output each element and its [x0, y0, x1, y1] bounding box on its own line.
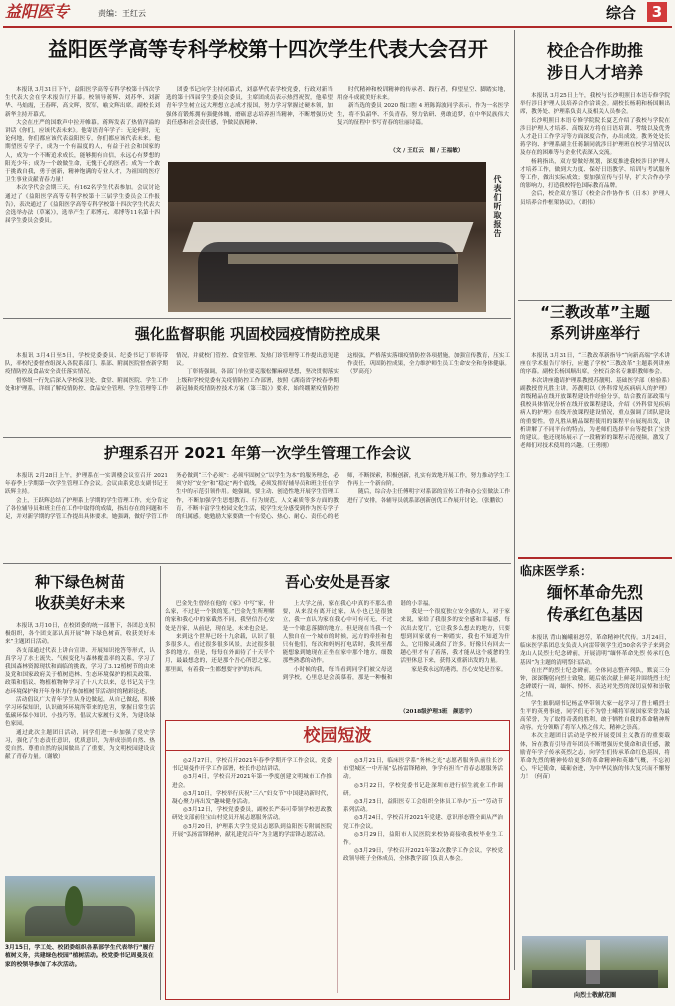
art6-title: 校园短波: [303, 726, 372, 746]
art6-item: ◎3月22日，学校党委书记赴深圳市进行招生就业工作调研。: [343, 782, 503, 797]
art5-body: [165, 600, 510, 705]
art5-credit: （2018级护理3班 颜思宇）: [400, 709, 476, 715]
art5-title: 吾心安处是吾家: [284, 573, 390, 591]
art5-para: 巴金先生曾经在他的《家》中写“家，什么家，不过是一个狭的笼。”巴金先生所理解的家和我心中的家截然不同，我坚信吾心安处是吾家，从前是，现在是，未来也会是。: [165, 601, 275, 632]
side2-body: [520, 352, 670, 552]
divider: [514, 30, 515, 970]
divider: [3, 437, 511, 438]
side3-para: 本报讯 背山巍峨祖怒劳，革命精神代代传。3月24日，临床医学系团总支负责人向雷带领学生近50余名学子来到会龙山人民烈士纪念碑前，开展清明“缅怀革命先烈 传承红色基因”为主题的清明祭扫活动。: [520, 635, 670, 666]
art5-para: 上大学之前，家在我心中真的不那么重要，从来没有离开过家，从小也已是很独立，我一直认为家在我心中可有可无，不过是一个歇息落脚的地方。但是现在当我一个人独自在一个城市的时候，远方的牵挂和也只有他们，每次和妈妈打电话时，我其至都能想象到她现在正坐在家中那个地方，细数那些熟悉的动作。: [282, 601, 393, 665]
art5-para: 家是我永远的港湾，吾心安处是吾家。: [411, 666, 507, 673]
art4-para: 活动倡议广大青年学生从身边做起，从自己做起，积极学习环保知识，认识破坏环境所带来的危害，掌握日常生活低碳环保小知识、小技巧等。倡议大家履行义务，为建设绿色家园。: [5, 696, 155, 728]
side1-body: [520, 92, 670, 297]
art6-box: [165, 720, 510, 1000]
art6-right: [343, 757, 503, 995]
side2-para: 本次讲座邀请护理系教授苏靓明、基础医学部（检验系）副教授曾凡胜主讲。苏靓明以《外科常见疾病病人的护理》省级精品在线开放课程建设作经验分享，结合教育部政策与我校具体情况分析在线开放课程建设，介绍《外科常见疾病病人的护理》在线开放课程建设情况，重点强调了团队建设的重要性。曾凡胜从精品课程使用的课程平台展现出发，讲析讲解了不同平台的特点，为老师们选择平台等提供了宝贵的建议。他还现场展示了一段精彩的课程示范视频，激发了老师们对技术使用的兴趣。（王勇刚）: [520, 377, 670, 450]
art4-para: 通过此次主题团日活动，同学们进一步加强了党史学习，强化了生态责任意识，优质意识，为形成崇尚自然、热爱自然、尊重自然的氛围做出了了重要，为文明校园建设贡献了青春力量。（谢敏）: [5, 729, 155, 761]
art1-para: 本次学代会会期三天，有162名学生代表参加。会议讨论通过了《益阳医学高等专科学校第十三届学生委员会工作报告》，表决通过了《益阳医学高等专科学校第十四次学生代表大会选举办法（草案）》，选举产生了邓博元、邓博等11名第十四届学生委员会委员。: [5, 185, 160, 225]
art5-para: 我是一个很度独立安全感的人，对于家来说，家给了我很多的安全感和幸福感，每次出去宽厅，它让我多么想去的地方，只要想到回家就有一种踏实，我也不知道为什么，它用像灵魂似了许多。好像只有回去一趟心里才有了着落，我才能从这个疲惫的生活里休息下来，获得又重新出发的力量。: [400, 609, 510, 665]
side3-body: [520, 634, 670, 932]
art6-title-bar: [166, 721, 509, 751]
art6-item: ◎3月20日，护理系大学生党员志愿队到益阳医专附属医院开展“弘扬雷锋精神，献礼建党百年”为主题的学雷锋志愿活动。: [172, 823, 332, 838]
side3-kicker: 临床医学系：: [520, 564, 593, 578]
divider: [518, 300, 672, 301]
editor-credit: [98, 8, 146, 19]
art1-col1: [5, 86, 160, 316]
side2-para: 本报讯 3月31日，“三教改革新指导”“向新高端”学术讲座在学术报告厅举行，应邀了学校“三教改革”主题系列讲座的序幕。副校长杨国顺出席，全校百余名专兼职教师参会。: [520, 353, 670, 376]
art4-para: 本报讯 3月10日，在校团委的统一部署下，各团总支积极组织，各个团支部认真开展“种下绿色树苗，收获美好未来”主题团日活动。: [5, 623, 155, 646]
art3-body: [5, 472, 510, 560]
art2-body: [5, 352, 510, 432]
art2-para: 督察组一行先后深入学校保卫处、食堂、附属医院、学生工作处和护理系，详细了解疫情防控、食品安全管理、学生管理等工作情况，并就校门管控、食堂管理、发热门诊管理等工作提出意见建议。: [5, 353, 339, 392]
divider: [3, 563, 511, 564]
art6-item: ◎3月29日，益阳市人民医院来校协商接收我校毕业生工作。: [343, 831, 503, 847]
side2-title: [520, 302, 670, 344]
art2-title: 强化监督职能 巩固校园疫情防控成果: [134, 325, 381, 343]
art6-item: ◎3月12日，学校党委委员，副校长严奏可带领学校思政教研处支部前往宝山村党员开展志愿服务活动。: [172, 807, 332, 822]
art6-item: ◎3月23日，益阳医专工会组织全体员工举办“五一”劳动节系列活动。: [343, 799, 503, 814]
editor-label: 责编：: [98, 9, 122, 18]
section-label: 综合: [606, 4, 637, 22]
side1-para: 长沙明照日本语专修学院院长夏艺介绍了我校与学院在涉日护理人才培养、高级双方将在日语培训、考级以及优秀人才赴日工作学习等方面深度合作，办出成效。教务处处长蒋学钧、护理系副主任蒋颖同就涉日护理班在校学习情况以及存在的困难等与企业代表深入交流。: [520, 117, 670, 157]
side2-title-line2: 系列讲座举行: [549, 324, 640, 342]
side1-title-line2: 涉日人才培养: [546, 63, 643, 82]
art4-body: [5, 622, 155, 872]
side3-para: 本次主题团日活动是学校开展爱国主义教育的重要载体，旨在教育引导青年团员不断增强历史使命和责任感，激励青年学子传承英烈之志，向学生们传承革命红色基因，将革命先烈的精神传给更多的革命精神和英雄气概，不忘初心，牢记使命，砥砺奋进，为中华民族的伟大复兴而不懈努力！（何苗）: [520, 733, 670, 781]
art6-item: ◎3月29日，学校召开2021年第2次教学工作会议，学校党政领导班子全体成员，全体教学部门负责人参会。: [343, 848, 503, 863]
art5-para: 小时候的我，每当看到同学们被父母送到学校，心里总是会羡慕着，那是一种极和谐的小幸福。: [282, 601, 434, 681]
art1-para: 时代精神和校训精神的传承者、践行者，仰望星空、脚踏实地，用奋斗成就美好未来。: [337, 87, 509, 102]
art1-credit: （文 / 王红云 图 / 王福敏）: [390, 148, 464, 154]
divider: [160, 566, 161, 1000]
side1-para: 本报讯 3月25日上午，我校与长沙明照日本语专修学院举行涉日护理人员培养合作洽谈会。副校长杨莉和杨国顺出席，教务处、护理系负责人及相关人员参会。: [520, 93, 670, 116]
divider: [518, 557, 672, 559]
art3-para: 随后，综合办主任傅明宇对系部的宣传工作和办公室做法工作进行了安排，各辅导员就系部创新创优工作展开讨论。（张鹏钦）: [347, 489, 510, 504]
art6-item: ◎3月21日，临床医学系“务林之光”志愿者服务队前往长沙市望城区一中开展“弘扬雷锋精神，争学有担当”青春志愿服务活动。: [343, 758, 503, 781]
art2-para: 本报讯 3月4日至5日，学校党委委员、纪委书记丁彰祷带队，率校纪委督查组深入各院系部门、系部、附属医院督查新学期疫情防控及食品安全责任落实情况。: [5, 353, 168, 376]
side3-photo-caption: 向烈士敬献花圈: [573, 992, 616, 999]
art3-para: 本报讯 2月28日上午，护理系在一实训楼会议室召开 2021 年春季上学期第一次学生管理工作会议。会议由系党总支副书记王跃辉主持。: [5, 473, 168, 496]
art6-item: ◎3月24日，学校召开2021年党建、意识形态暨全面从严治党工作会议。: [343, 815, 503, 830]
masthead-logo: 益阳医专: [5, 2, 70, 21]
art4-title: [5, 572, 155, 614]
art6-item: ◎2月27日，学校召开2021年春季学期开学工作会议，党委书记周曼作开学工作部署，校长作总结讲话。: [172, 758, 332, 773]
art6-item: ◎3月10日，学校举行庆祝“三八”妇女节“中国建功新时代，凝心聚力再出发”趣味健身活动。: [172, 790, 332, 806]
editor-name: 王红云: [122, 9, 146, 18]
art1-para: 本报讯 3月31日下午，益阳医学高等专科学校第十四次学生代表大会在学术报告厅开幕。校领导蒋辉、刘苏华、刘新华、马灿霞，王春晖，高文晖，贺军，喻文辉出席。副校长刘新华主持开幕式。: [5, 87, 160, 118]
art4-title-line1: 种下绿色树苗: [34, 573, 125, 591]
art4-title-line2: 收获美好未来: [34, 594, 125, 612]
side3-title: [520, 582, 670, 626]
art1-col3: [337, 86, 509, 146]
divider: [337, 757, 338, 993]
art5-para: 来到这个世界已经十九余载，认识了很多很多人，看过很多很多风景，去过很多很多的地方。但是，每每在外面待了十天半个月，最最想念的，还是那个吾心所思之家。那里面，有着我一生都想要守护的东西。: [165, 633, 275, 673]
art6-item: ◎3月4日，学校召开2021年第一季度创建文明城市工作推进会。: [172, 774, 332, 789]
art3-para: 会上，王跃辉总结了护理系上学期的学生管理工作，充分肯定了各位辅导员和班主任在工作中取得的成绩，指出存在的问题和不足，并对新学期的学管工作提出具体要求。她强调，做好学管工作务必做到“三个必须”：必须牢固树立“以学生为本”的服务理念，必须守好“安全”和“稳定”两个底线，必须发挥好辅导员和班主任在学生中的示范引领作用。她强调，要主动、创造性地开展学生管理工作，不断加强学生思想教育、行为规范，人文素质等多方面的教育，不断丰富学生校园文化生活，使学生充分感受到作为医专学子的归属感。她勉励大家要做一个有爱心、热心、耐心、责任心的老师，不断探索，积极创新，扎实有效地开展工作，努力推动学生工作再上一个新台阶。: [5, 473, 510, 521]
art4-photo: [5, 876, 155, 942]
side1-para: 会后，校企双方签订《校企合作协作书（日本）护理人员培养合作框架协议》。（胡伟）: [520, 191, 670, 206]
side3-title-line1: 缅怀革命先烈: [546, 583, 643, 602]
divider: [3, 318, 511, 319]
page-number-badge: 3: [647, 2, 667, 22]
art1-photo: [168, 162, 486, 312]
side3-para: 在庄严的烈士纪念碑前，全体同志整齐列队，默哀三分钟，深深鞠躬向烈士致敬。随后依次献上鲜花并围绕烈士纪念碑缓行一周，缅怀、悼怀、表达对先烈的深切哀悼和崇敬之情。: [520, 667, 670, 699]
art6-left: [172, 757, 332, 995]
side3-title-line2: 传承红色基因: [546, 605, 643, 624]
art1-para: 新当选的委员 2020 级口腔 4 班陈海波同学表示，作为一名医学生，将不负韶华、不负青春，努力钻研、勇敢追梦，在中华民族伟大复兴的征程中书写青春的壮丽诗篇。: [337, 103, 509, 126]
art1-para: 大会在庄严的国歌声中拉开帷幕。蒋辉发表了热情洋溢的讲话《你们，应该代表未来》。他寄语青年学子：无论何时，无论何地，你们都应该代表益阳医专，你们都应该代表未来。他期望医专学子，成为一个有温度的人，有益于社会和国家的人，成为一个不断追求成长，能够拥有自信，永远心有梦想的阳光少年；成为一个敢做生命，无愧于心的医者；成为一个敢于挑战自我，勇于创新，精神饱满的专业人才，为祖国的医疗卫生事业贡献青春力量！: [5, 119, 160, 184]
art3-title: 护理系召开 2021 年第一次学生管理工作会议: [103, 444, 412, 462]
art1-para: 团委书记向学主持闭幕式，刘嘉华代表学校党委，行政对新当选的第十四届学生委员会委员，主席团成员表示热烈祝贺，他希望青年学生树立远大理想立志成才报国，努力学习掌握过硬本领，加强体育锻炼拥有强健体魄，磨砺意志培养担当精神，不断增强历史责任感和社会责任感，争做民族精神、: [166, 87, 333, 126]
side2-title-line1: “三教改革”主题: [540, 303, 650, 321]
art1-photo-caption: 代表们听取报告: [493, 175, 502, 238]
side3-photo: [522, 936, 668, 988]
art1-col2: [166, 86, 333, 146]
art4-para: 各支部通过代表上讲台宣讲、开展知识抢答等形式，认真学习了水土流失、气候变化与森林覆盖率的关系，学习了我国森林资源现状和面临的挑战，学习了3.12植树节的由来及党和国家政府关于植树造林、生态环境保护的相关政策、政策和倡议、物植植物种学习了十八大以来，总书记关于生态环境保护和开年身体力行参加植树节活动时的精彩论述。: [5, 647, 155, 695]
side1-title: [520, 40, 670, 84]
side3-para: 学生兼职副书记杨孟华带领大家一起学习了曾士峨烈士生平的英勇事迹，同学们无不为曾士峨将军视国家荣誉为最高荣誉，为了取得奇袭的胜利，敢于牺牲自我的革命精神所动容。充分领略了将军人格之伟大、精神之崇高。: [520, 700, 670, 732]
side1-para: 杨莉指出，双方要做好规划，深度推进我校涉日护理人才培养工作，做到大力度、保好日语教学、培训与考试服务等工作，做出实际成效；要加强宣传与引导，扩大合作办学的影响力，打造我校特色国际教育品牌。: [520, 158, 670, 190]
side1-title-line1: 校企合作助推: [546, 41, 643, 60]
masthead-rule: [3, 26, 672, 28]
art4-photo-caption: 3月15日，学工处、校团委组织各系部学生代表举行“履行植树义务，共建绿色校园”植树活动。校党委书记周曼及在家的校领导参加了本次活动。: [5, 945, 155, 968]
art2-para: 丁彰祷强调，各部门单位要克服松懈麻痹思想，坚决贯彻落实上级和学校党委有关疫情防控工作部署，按照《湖南省学校春季期新冠肺炎疫情防控技术方案（第三版）》要求，始终绷紧疫情防控这根弦，严格落实落细疫情防控各项措施，加强宣传教育，压实工作责任，巩固防控成果，全力维护师生员工生命安全和身体健康。（罗高亮）: [176, 353, 510, 392]
art1-title: 益阳医学高等专科学校第十四次学生代表大会召开: [48, 37, 488, 61]
masthead: [0, 0, 675, 26]
